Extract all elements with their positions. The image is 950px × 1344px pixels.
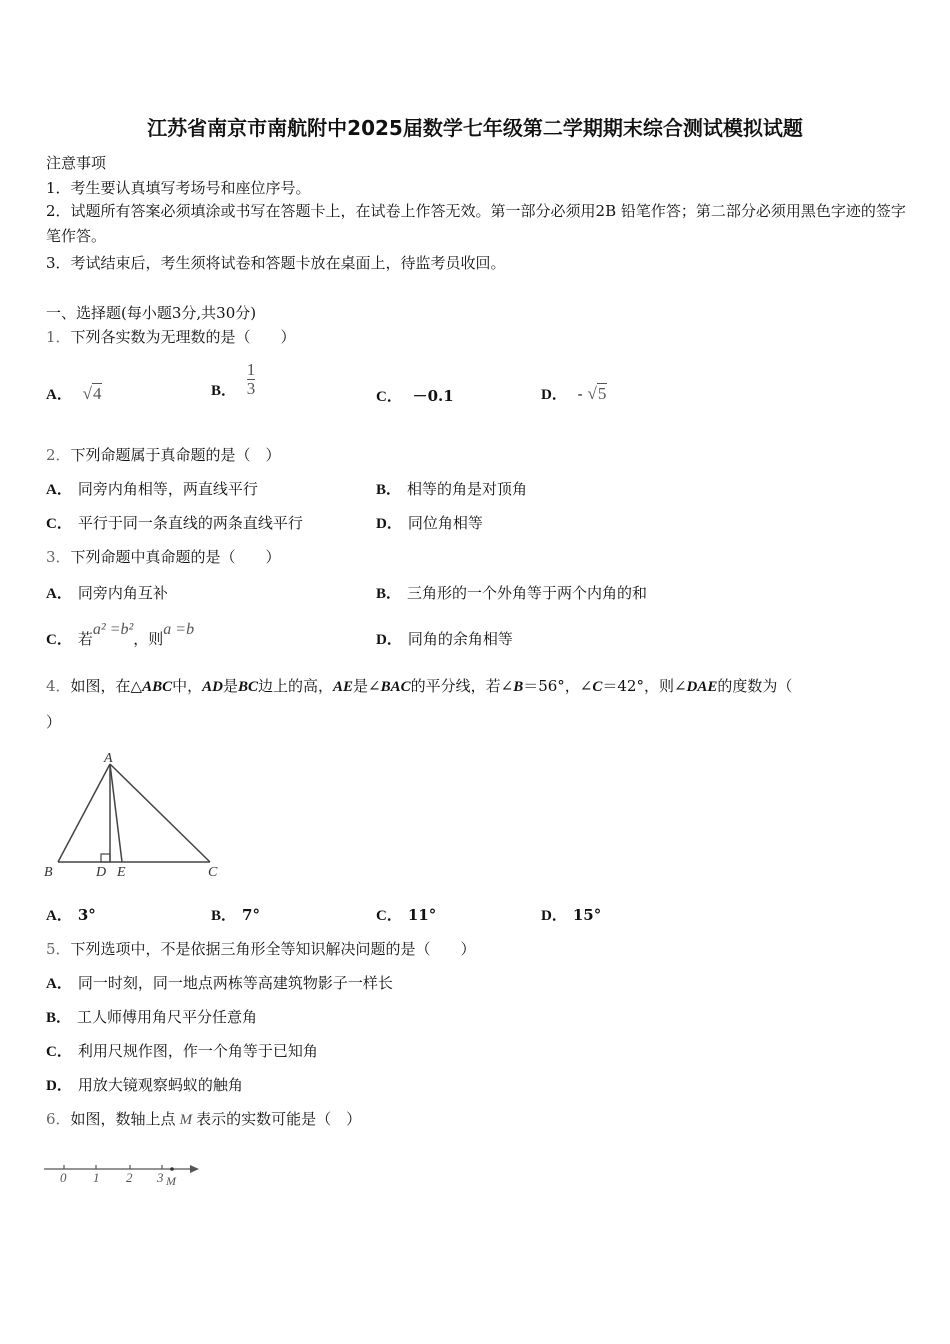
option-letter: C．: [376, 908, 402, 924]
option-text: 11°: [407, 906, 437, 924]
q2-option-a[interactable]: [46, 478, 258, 499]
option-letter: B．: [376, 482, 402, 498]
q2-option-b[interactable]: [376, 478, 527, 499]
option-text: －0.1: [412, 387, 454, 405]
option-text: 7°: [242, 906, 260, 924]
number-line-figure: [42, 1156, 207, 1190]
label-d: D: [96, 865, 107, 880]
option-text: 若: [77, 630, 93, 648]
option-letter: A．: [46, 586, 72, 602]
option-letter: B．: [46, 1010, 72, 1026]
math-term: AD: [202, 679, 223, 695]
option-letter: A．: [46, 482, 72, 498]
option-letter: C．: [46, 1044, 72, 1060]
option-text: 同角的余角相等: [407, 630, 513, 648]
q5-option-a[interactable]: [46, 972, 393, 993]
option-text: 同位角相等: [407, 514, 483, 532]
option-text: 3°: [77, 906, 96, 924]
question-4: [46, 675, 792, 696]
question-stem: 下列选项中，不是依据三角形全等知识解决问题的是（ ）: [70, 940, 476, 958]
side-ab: [58, 764, 110, 862]
option-text: 利用尺规作图，作一个角等于已知角: [77, 1042, 318, 1060]
q5-option-d[interactable]: [46, 1074, 243, 1095]
question-1: [46, 326, 296, 347]
q5-option-c[interactable]: [46, 1040, 318, 1061]
label-b: B: [44, 865, 53, 880]
stem-text: 是∠: [353, 677, 381, 695]
math-term: M: [179, 1112, 193, 1128]
q3-option-c[interactable]: [46, 621, 195, 649]
bisector-ae: [110, 764, 122, 862]
option-text: 同旁内角互补: [77, 584, 168, 602]
question-6: [46, 1108, 361, 1129]
option-letter: C．: [376, 389, 402, 405]
q1-option-d[interactable]: [541, 383, 607, 404]
question-number: 3．: [46, 548, 71, 566]
right-angle-mark: [101, 854, 110, 862]
fraction: [247, 361, 256, 398]
q1-option-a[interactable]: [46, 383, 102, 404]
stem-text: 表示的实数可能是（ ）: [196, 1110, 362, 1128]
question-stem: 下列各实数为无理数的是（ ）: [70, 328, 296, 346]
math-term: BAC: [380, 679, 411, 695]
option-text: 三角形的一个外角等于两个内角的和: [407, 584, 648, 602]
option-text: 工人师傅用角尺平分任意角: [77, 1008, 258, 1026]
option-letter: A．: [46, 976, 72, 992]
q4-option-b[interactable]: [211, 904, 260, 925]
point-m: [170, 1167, 174, 1171]
sqrt-expression: √4: [82, 384, 102, 403]
numerator: 1: [246, 360, 256, 379]
stem-text: 的平分线，若∠: [410, 677, 514, 695]
axis-arrow: [190, 1165, 199, 1173]
notice-item-1: 1．考生要认真填写考场号和座位序号。: [46, 179, 311, 197]
option-text: 同旁内角相等，两直线平行: [77, 480, 258, 498]
denominator: 3: [246, 379, 256, 398]
q3-option-a[interactable]: [46, 582, 168, 603]
stem-text: ＝56°，∠: [523, 677, 593, 695]
tick-label-1: 1: [93, 1170, 100, 1185]
q4-option-d[interactable]: [541, 904, 601, 925]
option-text: ，则: [133, 630, 164, 648]
label-c: C: [208, 865, 218, 880]
option-letter: C．: [46, 632, 72, 648]
minus-sign: -: [577, 385, 583, 403]
notice-heading: 注意事项: [46, 154, 107, 172]
triangle-figure: [40, 748, 230, 883]
option-letter: A．: [46, 908, 72, 924]
sqrt-expression: √5: [587, 384, 607, 403]
option-letter: B．: [211, 908, 237, 924]
q1-option-c[interactable]: [376, 385, 454, 406]
tick-label-2: 2: [126, 1170, 133, 1185]
stem-text: ＝42°，则∠: [602, 677, 687, 695]
math-term: BC: [237, 679, 258, 695]
question-number: 6．: [46, 1110, 71, 1128]
option-letter: D．: [376, 516, 402, 532]
point-m-label: M: [166, 1174, 176, 1188]
tick-label-3: 3: [157, 1170, 164, 1185]
option-text: 15°: [572, 906, 602, 924]
q4-option-a[interactable]: [46, 904, 96, 925]
question-number: 1．: [46, 328, 71, 346]
math-term: C: [592, 679, 603, 695]
math-term: B: [513, 679, 524, 695]
q2-option-d[interactable]: [376, 512, 483, 533]
option-letter: B．: [376, 586, 402, 602]
notice-item-3: 3．考试结束后，考生须将试卷和答题卡放在桌面上，待监考员收回。: [46, 254, 506, 272]
stem-text: 中，: [172, 677, 203, 695]
question-stem: 下列命题中真命题的是（ ）: [70, 548, 281, 566]
q3-option-b[interactable]: [376, 582, 647, 603]
q1-option-b[interactable]: [211, 361, 255, 398]
option-letter: D．: [376, 632, 402, 648]
option-text: 同一时刻，同一地点两栋等高建筑物影子一样长: [77, 974, 393, 992]
option-letter: D．: [541, 908, 567, 924]
question-3: [46, 546, 281, 567]
option-letter: D．: [541, 387, 567, 403]
stem-text: 如图，在△: [70, 677, 143, 695]
side-ac: [110, 764, 210, 862]
question-4-close: ）: [46, 713, 62, 731]
math-term: ABC: [142, 679, 173, 695]
option-letter: B．: [211, 382, 237, 399]
stem-text: 边上的高，: [258, 677, 334, 695]
tick-label-0: 0: [60, 1170, 67, 1185]
label-a: A: [104, 751, 113, 766]
question-stem: 下列命题属于真命题的是（ ）: [70, 446, 281, 464]
stem-text: 的度数为（: [717, 677, 793, 695]
stem-text: 如图，数轴上点: [70, 1110, 176, 1128]
question-5: [46, 938, 476, 959]
math-condition: a² =b²: [92, 621, 134, 638]
label-e: E: [117, 865, 126, 880]
option-letter: D．: [46, 1078, 72, 1094]
option-letter: A．: [46, 387, 72, 403]
question-number: 5．: [46, 940, 71, 958]
q2-option-c[interactable]: [46, 512, 303, 533]
option-text: 平行于同一条直线的两条直线平行: [77, 514, 303, 532]
option-text: 用放大镜观察蚂蚁的触角: [77, 1076, 243, 1094]
question-number: 2．: [46, 446, 71, 464]
q4-option-c[interactable]: [376, 904, 436, 925]
section-heading: 一、选择题(每小题3分,共30分): [46, 304, 257, 322]
stem-text: 是: [222, 677, 238, 695]
question-2: [46, 444, 281, 465]
option-letter: C．: [46, 516, 72, 532]
radicand: 4: [92, 384, 102, 403]
math-term: AE: [333, 679, 354, 695]
option-text: 相等的角是对顶角: [407, 480, 528, 498]
q3-option-d[interactable]: [376, 628, 513, 649]
notice-item-2: 2．试题所有答案必须填涂或书写在答题卡上，在试卷上作答无效。第一部分必须用2B 铅笔作答；第二部分必须用黑色字迹的签字笔作答。: [46, 202, 906, 245]
question-number: 4．: [46, 677, 71, 695]
math-conclusion: a =b: [163, 621, 195, 638]
radicand: 5: [597, 384, 607, 403]
math-term: DAE: [686, 679, 718, 695]
page-title: 江苏省南京市南航附中2025届数学七年级第二学期期末综合测试模拟试题: [147, 116, 803, 140]
q5-option-b[interactable]: [46, 1006, 257, 1027]
